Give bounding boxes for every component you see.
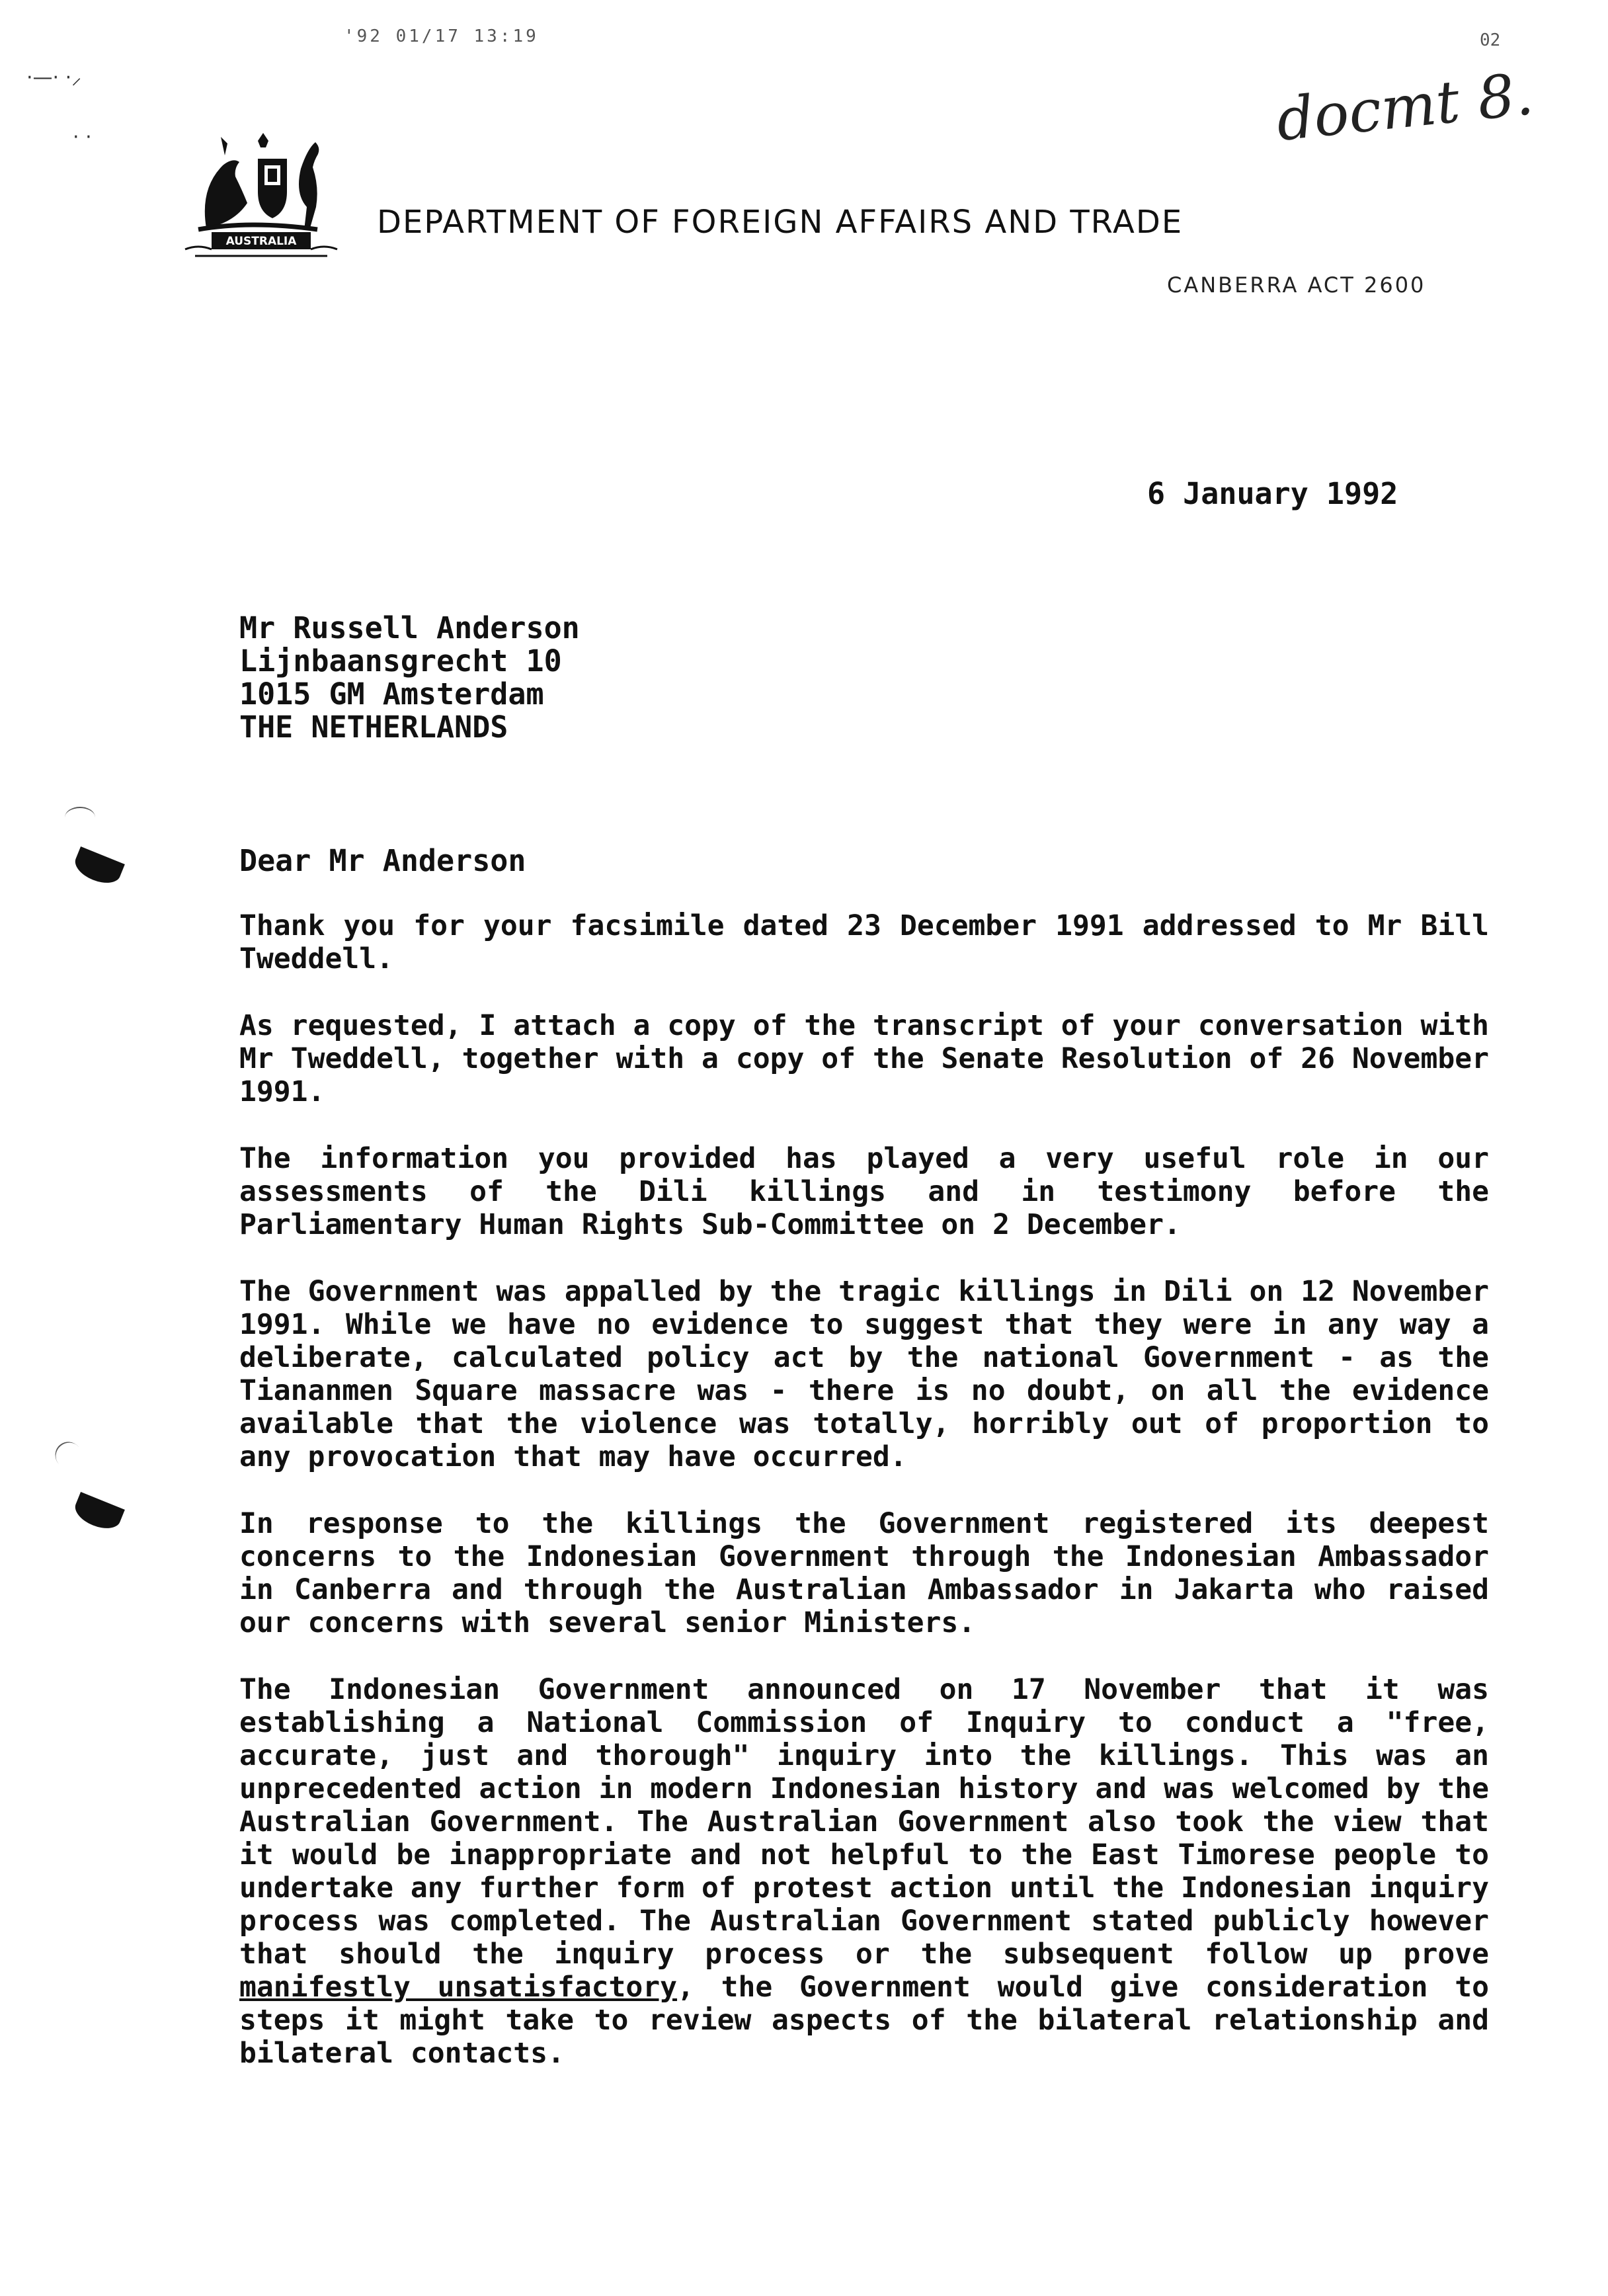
fax-page-number: 02 [1480, 30, 1501, 50]
body-paragraph: Thank you for your facsimile dated 23 December 1991 addressed to Mr Bill Tweddell. [239, 909, 1489, 975]
recipient-address-block [239, 612, 580, 744]
crest-label: AUSTRALIA [225, 235, 297, 248]
recipient-street: Lijnbaansgrecht 10 [239, 643, 562, 678]
punch-hole-mark [71, 846, 125, 889]
punch-hole-mark [50, 1436, 88, 1475]
underlined-phrase: manifestly unsatisfactory [239, 1971, 678, 2004]
recipient-country: THE NETHERLANDS [239, 710, 508, 745]
letter-date: 6 January 1992 [1147, 476, 1398, 511]
fax-transmission-header: '92 01/17 13:19 [344, 26, 539, 46]
punch-hole-mark [71, 1492, 125, 1534]
recipient-name: Mr Russell Anderson [239, 610, 580, 645]
department-name: DEPARTMENT OF FOREIGN AFFAIRS AND TRADE [377, 204, 1184, 241]
department-address: CANBERRA ACT 2600 [1167, 272, 1426, 298]
body-paragraph: The information you provided has played a very useful role in our assessments of the Dili killings and in testimony before the Parliamentary Human Rights Sub-Committee on 2 December. [239, 1142, 1489, 1241]
letter-body [239, 909, 1489, 2104]
body-paragraph [239, 1673, 1489, 2070]
paragraph-text: The Indonesian Government announced on 17 November that it was establishing a National Commission of Inquiry to conduct a "free, accurate, just and thorough" inquiry into the killings. This was an unprecedented action in modern Indonesian history and was welcomed by the Australian Government. The Australian Government also took the view that it would be inappropriate and not helpful to the East Timorese people to undertake any further form of protest action until the Indonesian inquiry process was completed. The Australian Government stated publicly however that should the inquiry process or the subsequent follow up prove [239, 1673, 1489, 1971]
body-paragraph: As requested, I attach a copy of the transcript of your conversation with Mr Tweddell, together with a copy of the Senate Resolution of 26 November 1991. [239, 1009, 1489, 1108]
scan-speck: ·—· ·⸝ [26, 66, 82, 89]
body-paragraph: In response to the killings the Government registered its deepest concerns to the Indonesian Government through the Indonesian Ambassador in Canberra and through the Australian Ambassador in Jakarta who raised our concerns with several senior Ministers. [239, 1507, 1489, 1639]
scan-speck: · · [73, 126, 92, 149]
punch-hole-mark [65, 807, 95, 828]
recipient-city: 1015 GM Amsterdam [239, 676, 544, 712]
body-paragraph: The Government was appalled by the tragic killings in Dili on 12 November 1991. While we have no evidence to suggest that they were in any way a deliberate, calculated policy act by the national Government - as the Tiananmen Square massacre was - there is no doubt, on all the evidence available that the violence was totally, horribly out of proportion to any provocation that may have occurred. [239, 1275, 1489, 1473]
paragraph-text: , the Government would give consideration to steps it might take to review aspects of the bilateral relationship and bilateral contacts. [239, 1971, 1489, 2070]
salutation: Dear Mr Anderson [239, 843, 526, 878]
handwritten-annotation: docmt 8. [1273, 59, 1537, 155]
australian-coat-of-arms-icon [159, 129, 350, 261]
